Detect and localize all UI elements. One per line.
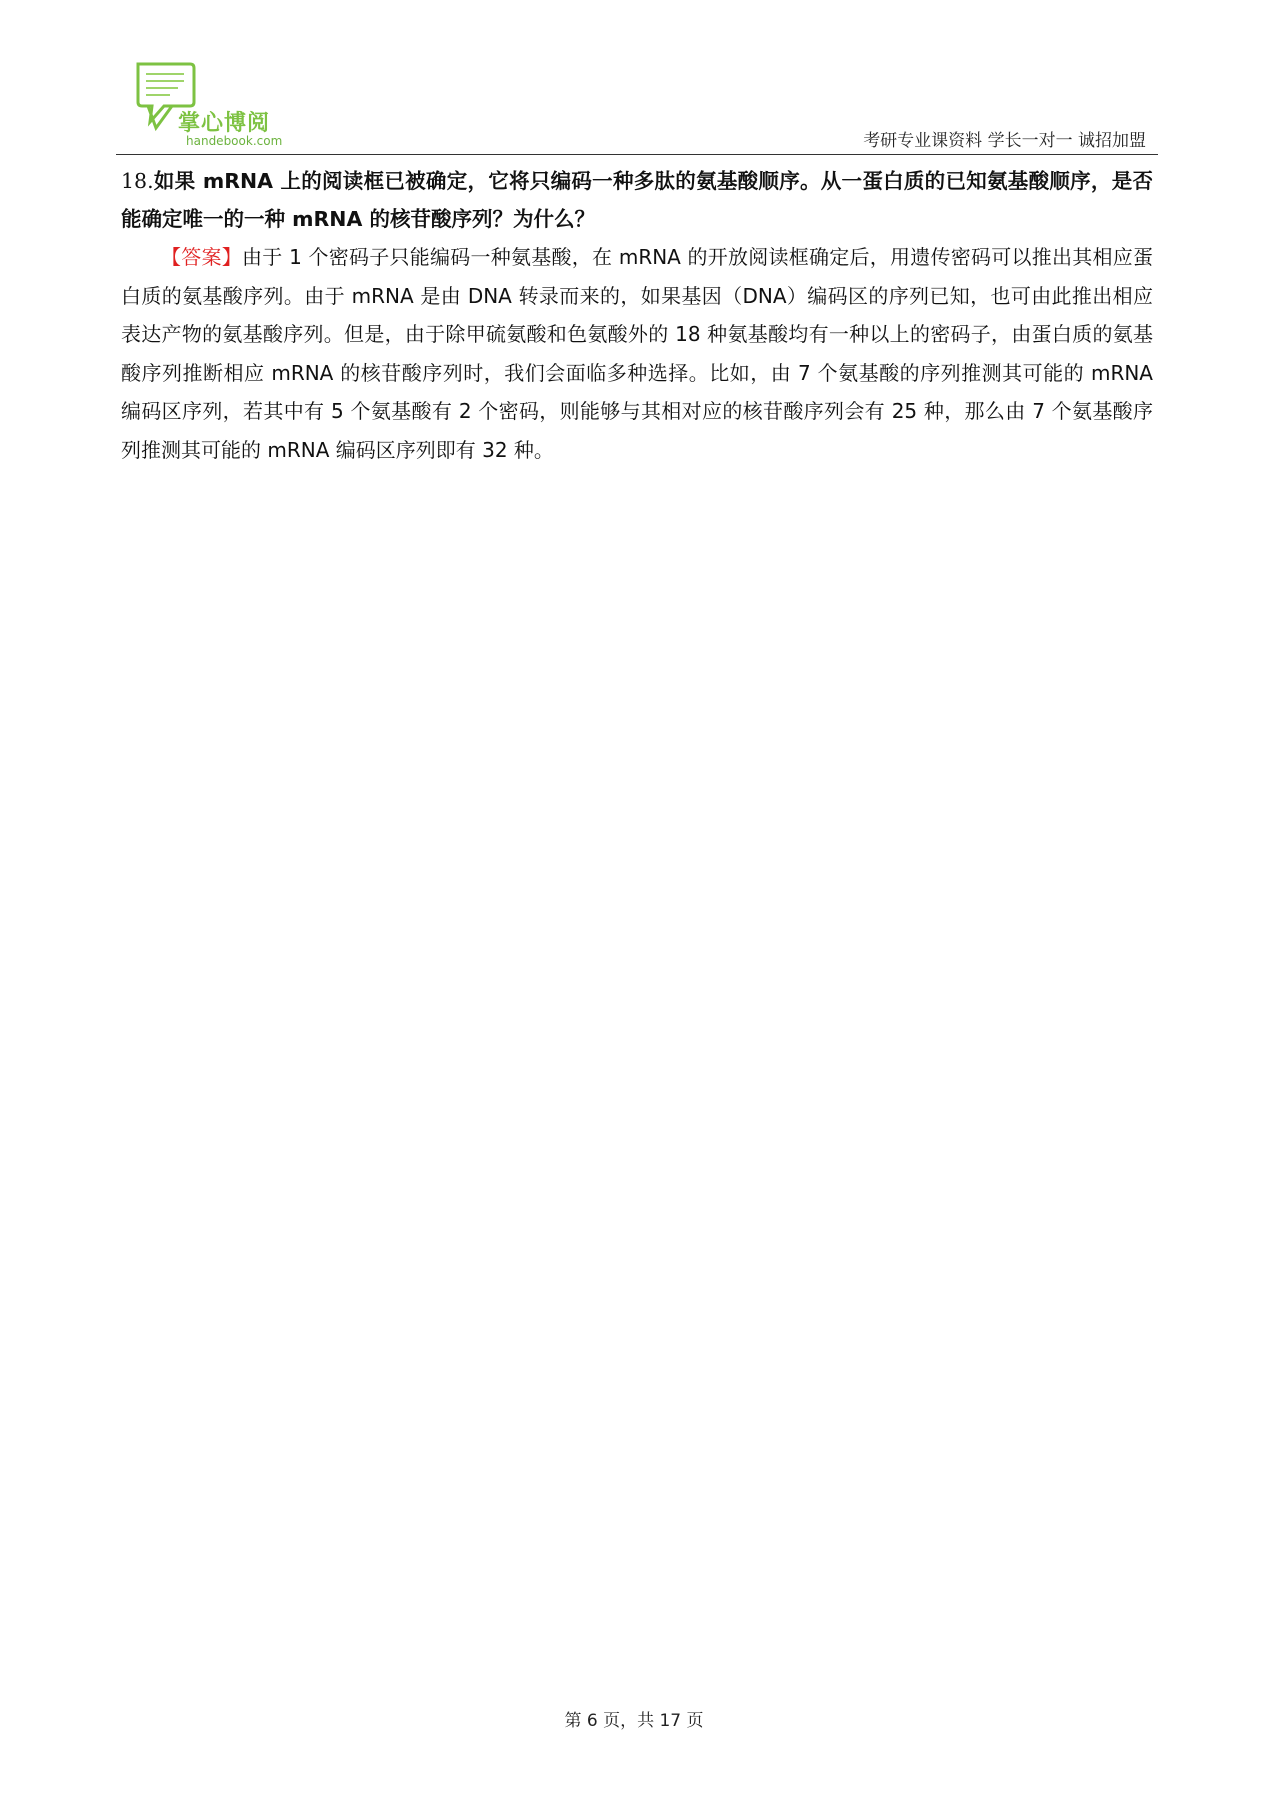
question-number: 18. (121, 169, 154, 193)
page-content (121, 162, 1153, 469)
question-text: 如果 mRNA 上的阅读框已被确定，它将只编码一种多肽的氨基酸顺序。从一蛋白质的已知氨基酸顺序，是否能确定唯一的一种 mRNA 的核苷酸序列？为什么？ (121, 169, 1153, 231)
answer-text: 由于 1 个密码子只能编码一种氨基酸，在 mRNA 的开放阅读框确定后，用遗传密码可以推出其相应蛋白质的氨基酸序列。由于 mRNA 是由 DNA 转录而来的，如果基因（DNA）编码区的序列已知，也可由此推出相应表达产物的氨基酸序列。但是，由于除甲硫氨酸和色氨酸外的 18 种氨基酸均有一种以上的密码子，由蛋白质的氨基酸序列推断相应 mRNA 的核苷酸序列时，我们会面临多种选择。比如，由 7 个氨基酸的序列推测其可能的 mRNA 编码区序列，若其中有 5 个氨基酸有 2 个密码，则能够与其相对应的核苷酸序列会有 25 种，那么由 7 个氨基酸序列推测其可能的 mRNA 编码区序列即有 32 种。 (121, 245, 1153, 462)
handebook-logo (134, 62, 284, 152)
answer-paragraph (121, 238, 1153, 469)
header-divider (116, 154, 1158, 155)
question-18 (121, 162, 1153, 238)
logo-title: 掌心博阅 (178, 111, 271, 136)
logo-url: handebook.com (186, 134, 283, 148)
answer-label: 【答案】 (161, 245, 243, 269)
page-footer: 第 6 页，共 17 页 (564, 1711, 704, 1731)
page-header (116, 56, 1158, 156)
header-tagline: 考研专业课资料 学长一对一 诚招加盟 (863, 131, 1146, 151)
